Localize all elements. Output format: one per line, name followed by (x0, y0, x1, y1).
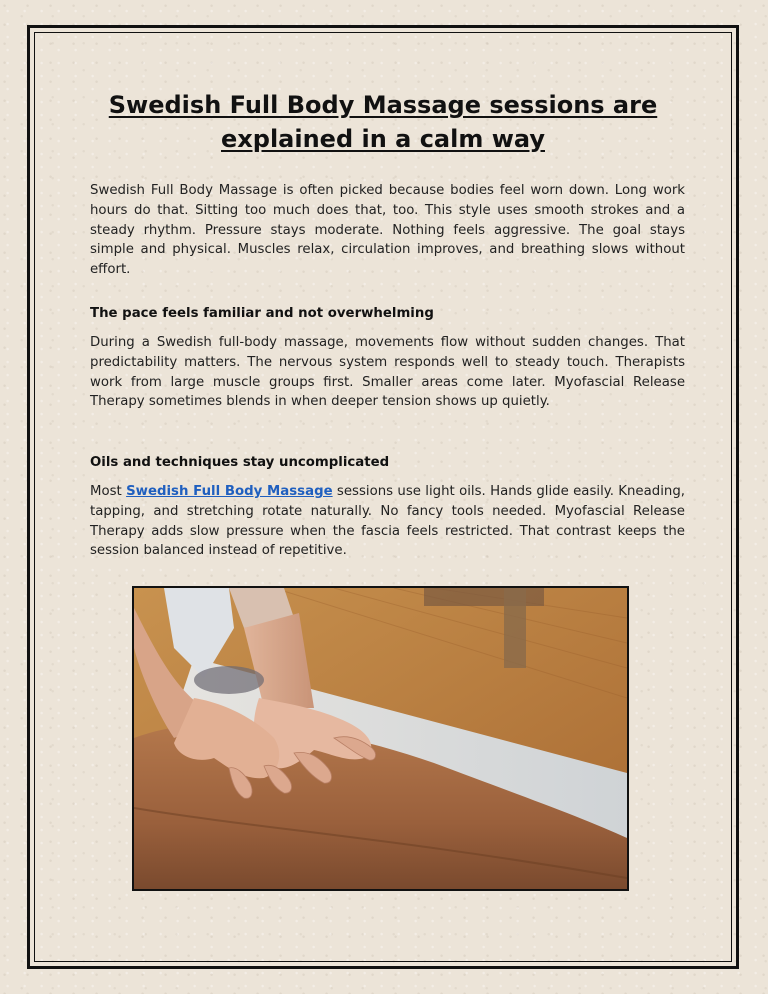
section-2-text-after: sessions use light oils. Hands glide easily. Kneading, tapping, and stretching rotate naturally. No fancy tools needed. Myofascial Release Therapy adds slow pressure when the fascia feels restricted. That contrast keeps the session balanced instead of repetitive. (90, 484, 685, 559)
massage-photo (132, 586, 629, 891)
section-2-paragraph (90, 482, 685, 561)
section-2-text-before: Most (90, 484, 127, 499)
section-1-heading: The pace feels familiar and not overwhelming (90, 306, 434, 321)
section-2-heading: Oils and techniques stay uncomplicated (90, 455, 390, 470)
section-1-paragraph: During a Swedish full-body massage, movements flow without sudden changes. That predictability matters. The nervous system responds well to steady touch. Therapists work from large muscle groups first. Smaller areas come later. Myofascial Release Therapy sometimes blends in when deeper tension shows up quietly. (90, 335, 685, 410)
page-title-text: Swedish Full Body Massage sessions are explained in a calm way (108, 91, 658, 153)
intro-paragraph: Swedish Full Body Massage is often picked because bodies feel worn down. Long work hours do that. Sitting too much does that, too. This style uses smooth strokes and a steady rhythm. Pressure stays moderate. Nothing feels aggressive. The goal stays simple and physical. Muscles relax, circulation improves, and breathing slows without effort. (90, 183, 685, 278)
swedish-massage-link[interactable]: Swedish Full Body Massage (126, 484, 333, 499)
massage-photo-illustration (134, 588, 627, 889)
page-title (60, 88, 706, 156)
